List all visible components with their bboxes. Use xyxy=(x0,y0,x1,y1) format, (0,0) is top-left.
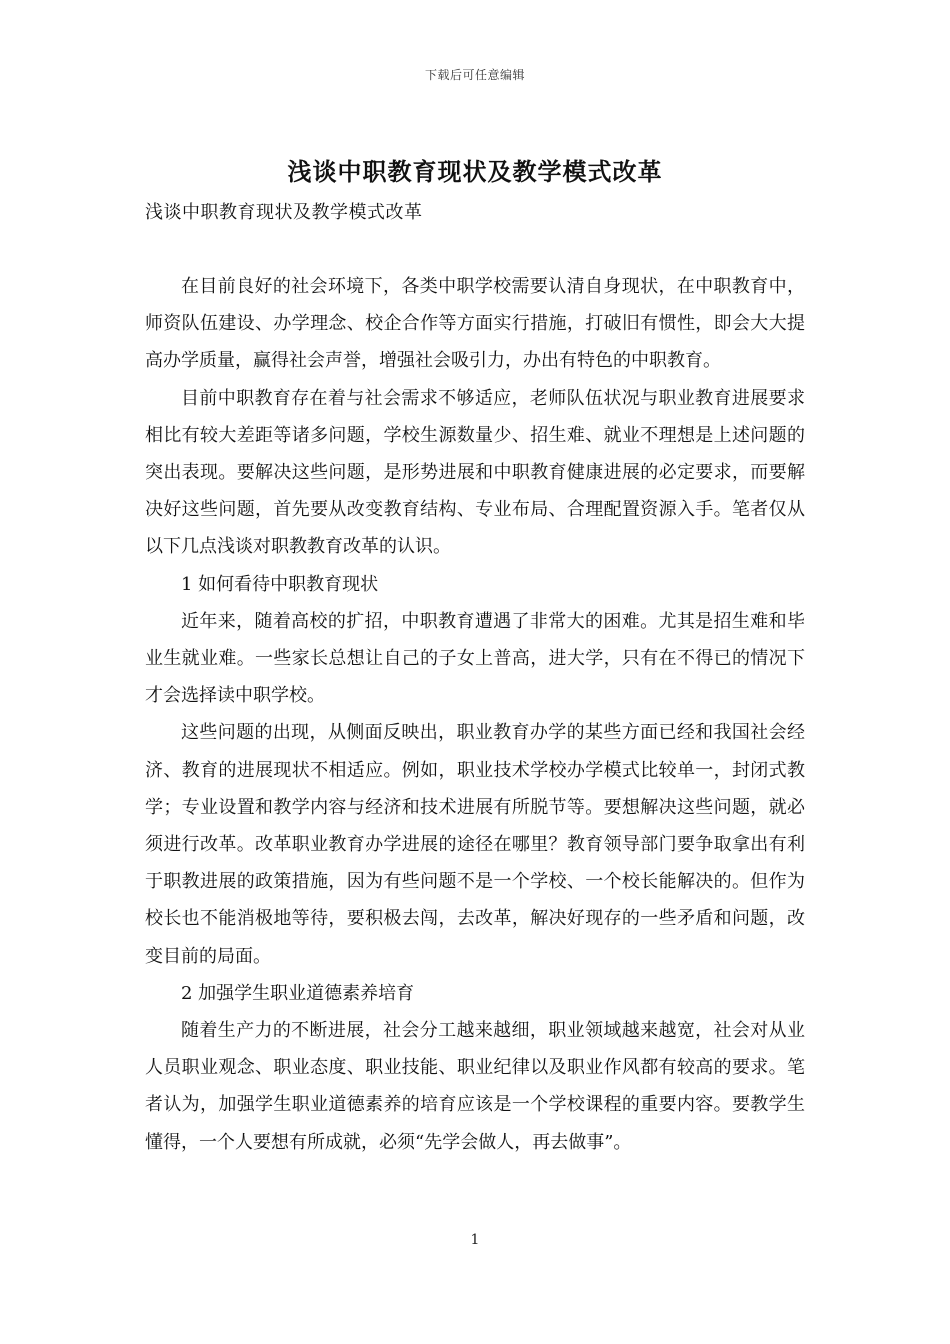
section-heading: 2 加强学生职业道德素养培育 xyxy=(181,982,415,1004)
paragraph: 近年来，随着高校的扩招，中职教育遭遇了非常大的困难。尤其是招生难和毕业生就业难。一些家长总想让自己的子女上普高，进大学，只有在不得已的情况下才会选择读中职学校。 xyxy=(145,610,805,707)
paragraph: 在目前良好的社会环境下，各类中职学校需要认清自身现状，在中职教育中，师资队伍建设、办学理念、校企合作等方面实行措施，打破旧有惯性，即会大大提高办学质量，赢得社会声誉，增强社会吸引力，办出有特色的中职教育。 xyxy=(145,276,805,372)
paragraph: 目前中职教育存在着与社会需求不够适应，老师队伍状况与职业教育进展要求相比有较大差距等诸多问题，学校生源数量少、招生难、就业不理想是上述问题的突出表现。要解决这些问题，是形势进展和中职教育健康进展的必定要求，而要解决好这些问题，首先要从改变教育结构、专业布局、合理配置资源入手。笔者仅从以下几点浅谈对职教教育改革的认识。 xyxy=(145,387,805,558)
document-subtitle: 浅谈中职教育现状及教学模式改革 xyxy=(145,202,423,223)
section-heading: 1 如何看待中职教育现状 xyxy=(181,573,379,595)
page-number: 1 xyxy=(470,1232,480,1248)
document-body xyxy=(145,268,805,1161)
paragraph: 随着生产力的不断进展，社会分工越来越细，职业领域越来越宽，社会对从业人员职业观念、职业态度、职业技能、职业纪律以及职业作风都有较高的要求。笔者认为，加强学生职业道德素养的培育应该是一个学校课程的重要内容。要教学生懂得，一个人要想有所成就，必须“先学会做人，再去做事”。 xyxy=(145,1020,805,1153)
paragraph: 这些问题的出现，从侧面反映出，职业教育办学的某些方面已经和我国社会经济、教育的进展现状不相适应。例如，职业技术学校办学模式比较单一，封闭式教学；专业设置和教学内容与经济和技术进展有所脱节等。要想解决这些问题，就必须进行改革。改革职业教育办学进展的途径在哪里？教育领导部门要争取拿出有利于职教进展的政策措施，因为有些问题不是一个学校、一个校长能解决的。但作为校长也不能消极地等待，要积极去闯，去改革，解决好现存的一些矛盾和问题，改变目前的局面。 xyxy=(145,722,805,967)
document-title: 浅谈中职教育现状及教学模式改革 xyxy=(287,158,663,186)
page-header-note: 下载后可任意编辑 xyxy=(424,68,525,82)
